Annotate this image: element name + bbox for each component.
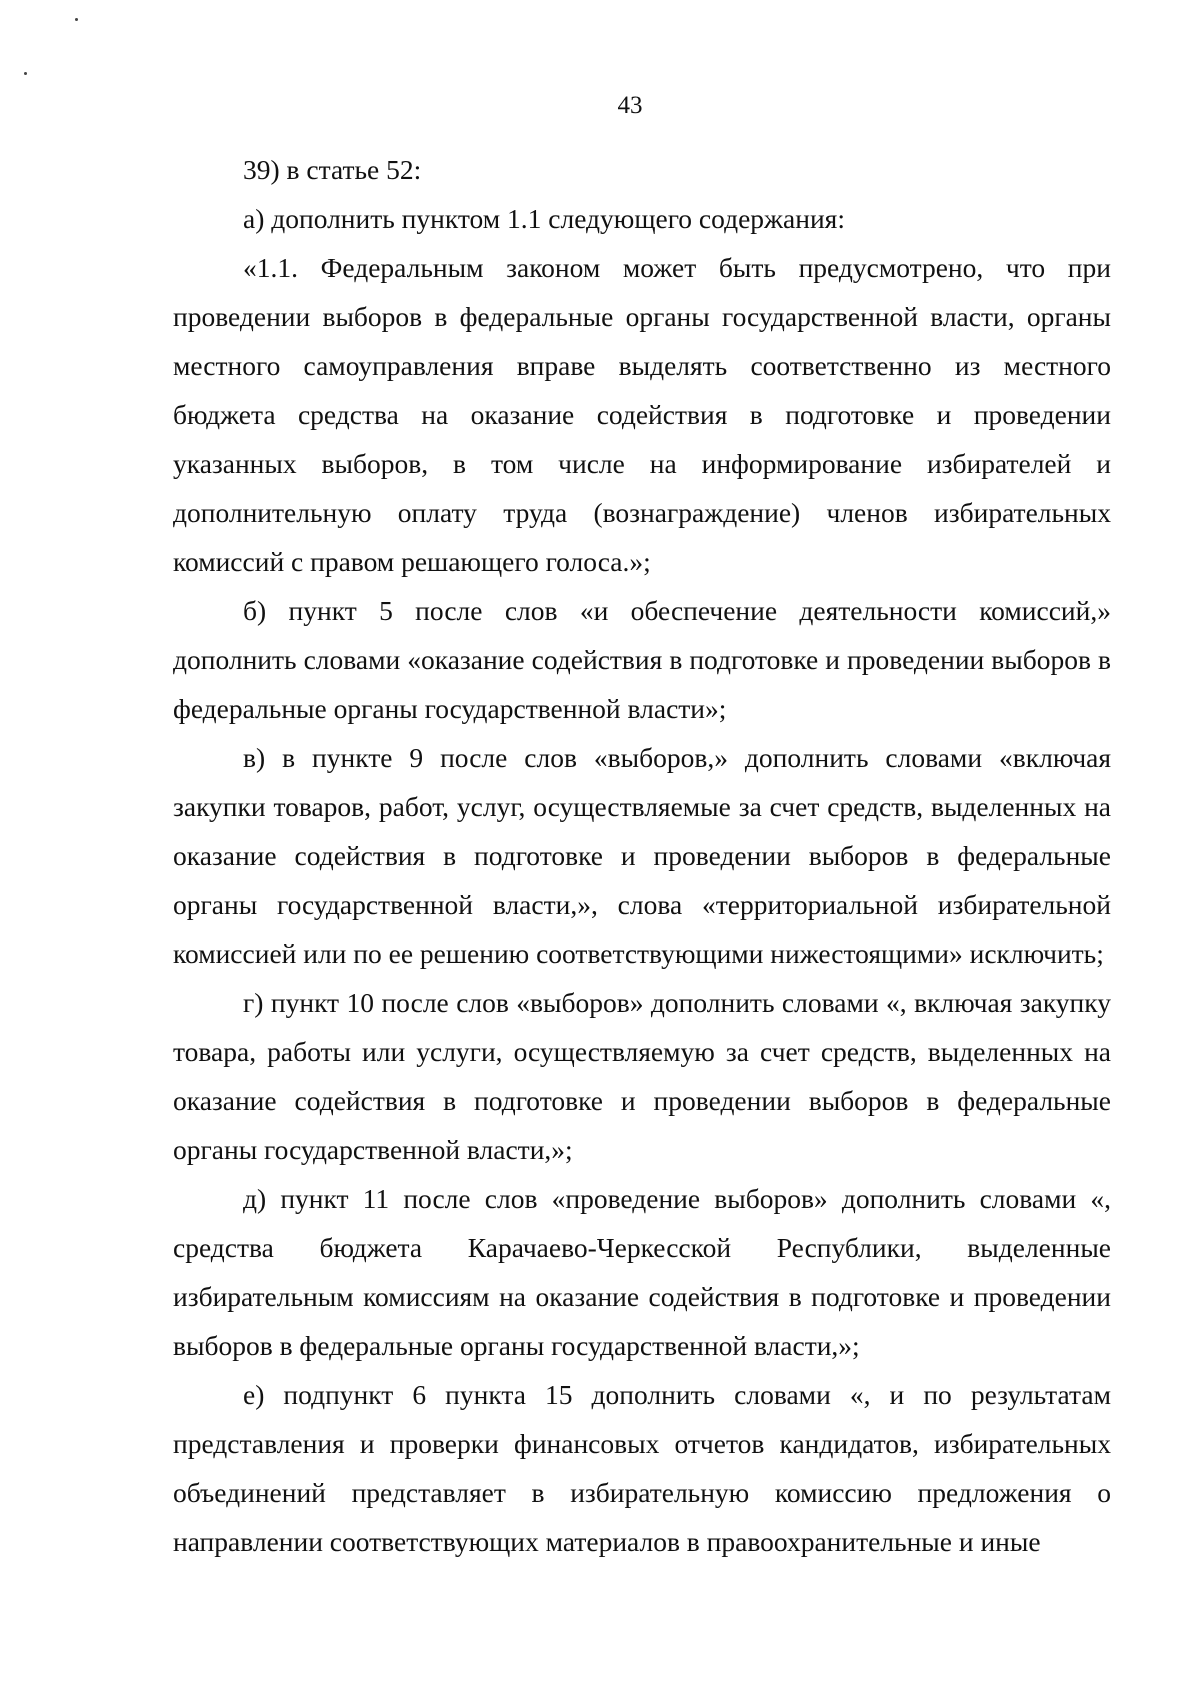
paragraph: в) в пункте 9 после слов «выборов,» дополнить словами «включая закупки товаров, работ, услуг, осуществляемые за счет средств, выделенных на оказание содействия в подготовке и проведении выборов в федеральные органы государственной власти,», слова «территориальной избирательной комиссией или по ее решению соответствующими нижестоящими» исключить; <box>173 742 1111 969</box>
paragraph: д) пункт 11 после слов «проведение выборов» дополнить словами «, средства бюджета Карачаево-Черкесской Республики, выделенные избирательным комиссиям на оказание содействия в подготовке и проведении выборов в федеральные органы государственной власти,»; <box>173 1183 1111 1361</box>
scan-dot <box>75 18 78 21</box>
paragraph: а) дополнить пунктом 1.1 следующего содержания: <box>243 203 845 234</box>
page-number: 43 <box>617 92 643 119</box>
document-body <box>173 145 1111 1566</box>
paragraph: б) пункт 5 после слов «и обеспечение деятельности комиссий,» дополнить словами «оказание содействия в подготовке и проведении выборов в федеральные органы государственной власти»; <box>173 595 1111 724</box>
paragraph: 39) в статье 52: <box>243 154 422 185</box>
paragraph: «1.1. Федеральным законом может быть предусмотрено, что при проведении выборов в федеральные органы государственной власти, органы местного самоуправления вправе выделять соответственно из местного бюджета средства на оказание содействия в подготовке и проведении указанных выборов, в том числе на информирование избирателей и дополнительную оплату труда (вознаграждение) членов избирательных комиссий с правом решающего голоса.»; <box>173 252 1111 577</box>
paragraph: г) пункт 10 после слов «выборов» дополнить словами «, включая закупку товара, работы или услуги, осуществляемую за счет средств, выделенных на оказание содействия в подготовке и проведении выборов в федеральные органы государственной власти,»; <box>173 987 1111 1165</box>
scan-dot <box>24 72 27 75</box>
paragraph: е) подпункт 6 пункта 15 дополнить словами «, и по результатам представления и проверки финансовых отчетов кандидатов, избирательных объединений представляет в избирательную комиссию предложения о направлении соответствующих материалов в правоохранительные и иные <box>173 1379 1111 1557</box>
